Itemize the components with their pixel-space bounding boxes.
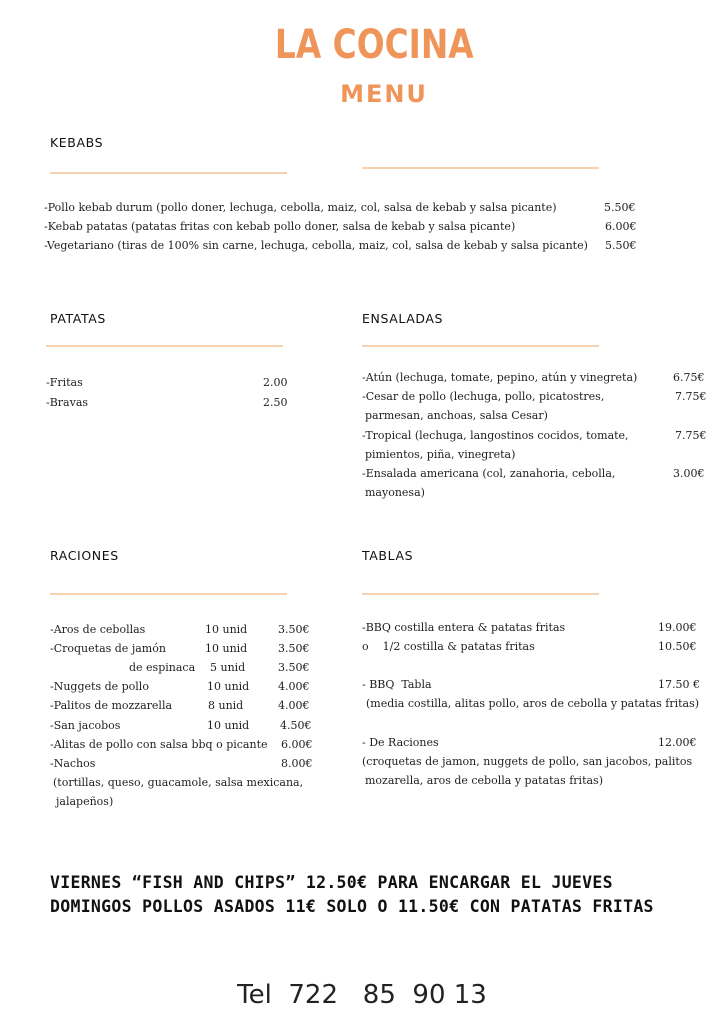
- restaurant-title: LA COCINA: [274, 22, 474, 68]
- tablas-heading: TABLAS: [362, 548, 414, 563]
- kebabs-heading: KEBABS: [50, 135, 104, 150]
- kebabs-rule-left: [50, 172, 287, 174]
- tablas-item: o 1/2 costilla & patatas fritas: [362, 640, 535, 653]
- raciones-price: 6.00€: [281, 738, 313, 751]
- raciones-price: 3.50€: [278, 642, 310, 655]
- raciones-item: -San jacobos: [50, 719, 121, 732]
- raciones-price: 4.50€: [280, 719, 312, 732]
- raciones-price: 3.50€: [278, 661, 310, 674]
- raciones-item-detail: jalapeños): [56, 795, 114, 808]
- kebabs-item: -Vegetariano (tiras de 100% sin carne, lechuga, cebolla, maiz, col, salsa de kebab y salsa picante): [44, 239, 588, 252]
- ensaladas-price: 7.75€: [675, 429, 707, 442]
- raciones-qty: 10 unid: [205, 623, 248, 636]
- ensaladas-heading: ENSALADAS: [362, 311, 444, 326]
- menu-subtitle: MENU: [340, 80, 428, 108]
- ensaladas-item: -Tropical (lechuga, langostinos cocidos, tomate,: [362, 429, 629, 442]
- kebabs-price: 5.50€: [604, 201, 636, 214]
- raciones-price: 8.00€: [281, 757, 313, 770]
- ensaladas-rule: [362, 345, 599, 347]
- tablas-item: -BBQ costilla entera & patatas fritas: [362, 621, 566, 634]
- kebabs-rule-right: [362, 167, 599, 169]
- kebabs-item: -Pollo kebab durum (pollo doner, lechuga, cebolla, maiz, col, salsa de kebab y salsa picante): [44, 201, 557, 214]
- raciones-qty: 10 unid: [207, 719, 250, 732]
- patatas-rule: [46, 345, 283, 347]
- ensaladas-item: -Cesar de pollo (lechuga, pollo, picatostres,: [362, 390, 605, 403]
- raciones-item-detail: (tortillas, queso, guacamole, salsa mexicana,: [53, 776, 304, 789]
- kebabs-price: 5.50€: [605, 239, 637, 252]
- raciones-item: -Alitas de pollo con salsa bbq o picante: [50, 738, 268, 751]
- raciones-rule: [50, 593, 287, 595]
- raciones-price: 3.50€: [278, 623, 310, 636]
- patatas-item: -Bravas: [46, 396, 89, 409]
- raciones-price: 4.00€: [278, 699, 310, 712]
- raciones-heading: RACIONES: [50, 548, 119, 563]
- raciones-item: -Palitos de mozzarella: [50, 699, 173, 712]
- tablas-item: - De Raciones: [362, 736, 439, 749]
- friday-special: VIERNES “FISH AND CHIPS” 12.50€ PARA ENCARGAR EL JUEVES: [50, 873, 613, 892]
- ensaladas-item-detail: pimientos, piña, vinegreta): [365, 448, 516, 461]
- patatas-price: 2.00: [263, 376, 288, 389]
- raciones-item: -Croquetas de jamón: [50, 642, 166, 655]
- raciones-price: 4.00€: [278, 680, 310, 693]
- ensaladas-item-detail: parmesan, anchoas, salsa Cesar): [365, 409, 548, 422]
- telephone: Tel 722 85 90 13: [237, 980, 487, 1010]
- raciones-item: de espinaca: [129, 661, 196, 674]
- raciones-qty: 10 unid: [207, 680, 250, 693]
- raciones-item: -Nuggets de pollo: [50, 680, 149, 693]
- tablas-item-detail: mozarella, aros de cebolla y patatas fritas): [365, 774, 603, 787]
- raciones-qty: 8 unid: [208, 699, 244, 712]
- raciones-qty: 10 unid: [205, 642, 248, 655]
- tablas-item-detail: (croquetas de jamon, nuggets de pollo, san jacobos, palitos: [362, 755, 693, 768]
- patatas-price: 2.50: [263, 396, 288, 409]
- tablas-price: 17.50 €: [658, 678, 700, 691]
- ensaladas-item: -Ensalada americana (col, zanahoria, cebolla,: [362, 467, 616, 480]
- raciones-item: -Aros de cebollas: [50, 623, 146, 636]
- tablas-price: 10.50€: [658, 640, 697, 653]
- tablas-item: - BBQ Tabla: [362, 678, 432, 691]
- ensaladas-item-detail: mayonesa): [365, 486, 425, 499]
- ensaladas-price: 3.00€: [673, 467, 705, 480]
- kebabs-item: -Kebab patatas (patatas fritas con kebab pollo doner, salsa de kebab y salsa picante): [44, 220, 516, 233]
- tablas-rule: [362, 593, 599, 595]
- patatas-item: -Fritas: [46, 376, 83, 389]
- patatas-heading: PATATAS: [50, 311, 106, 326]
- tablas-item-detail: (media costilla, alitas pollo, aros de cebolla y patatas fritas): [366, 697, 700, 710]
- tablas-price: 19.00€: [658, 621, 697, 634]
- ensaladas-item: -Atún (lechuga, tomate, pepino, atún y vinegreta): [362, 371, 638, 384]
- tablas-price: 12.00€: [658, 736, 697, 749]
- kebabs-price: 6.00€: [605, 220, 637, 233]
- raciones-item: -Nachos: [50, 757, 96, 770]
- sunday-special: DOMINGOS POLLOS ASADOS 11€ SOLO O 11.50€ CON PATATAS FRITAS: [50, 897, 654, 916]
- ensaladas-price: 7.75€: [675, 390, 707, 403]
- ensaladas-price: 6.75€: [673, 371, 705, 384]
- raciones-qty: 5 unid: [210, 661, 246, 674]
